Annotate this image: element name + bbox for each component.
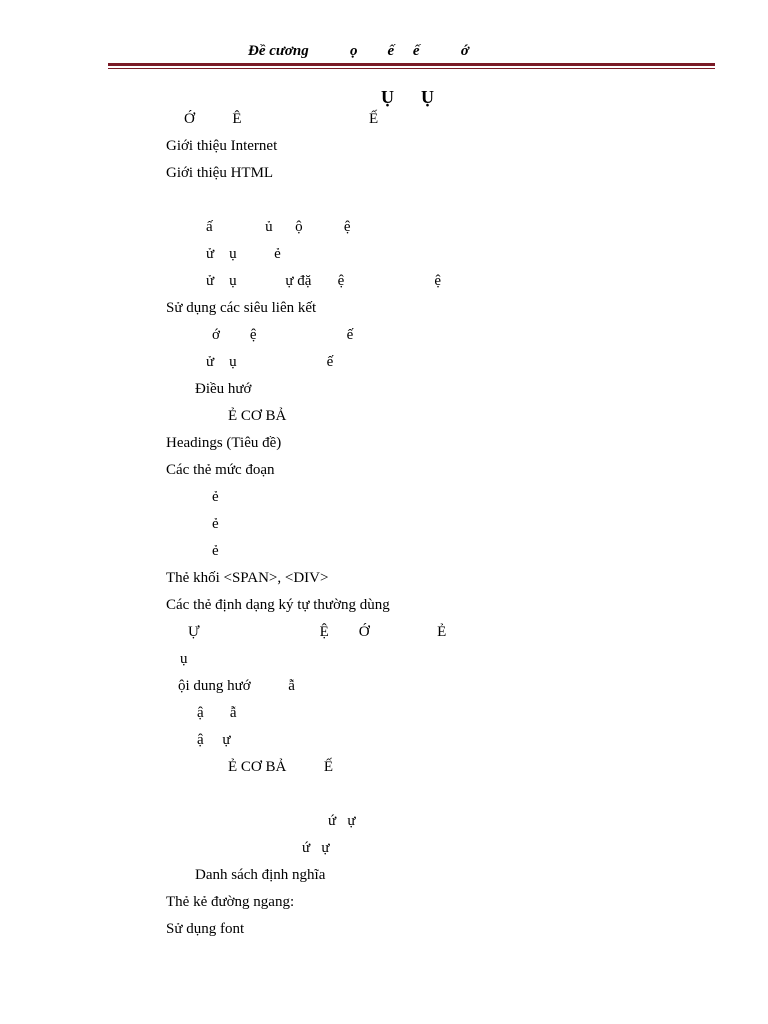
toc-line: ử ụ ẻ — [206, 246, 281, 262]
toc-line: Giới thiệu HTML — [166, 165, 274, 181]
toc-line: Headings (Tiêu đề) — [166, 435, 282, 451]
toc-line: Sử dụng các siêu liên kết — [166, 300, 317, 316]
toc-line: ử ụ ế — [206, 354, 334, 370]
header-divider-thin — [108, 68, 715, 69]
toc-line: ẻ — [212, 516, 219, 532]
toc-line: Các thẻ định dạng ký tự thường dùng — [166, 597, 390, 613]
toc-chapter-heading: Ớ Ê Ế — [184, 111, 379, 127]
toc-line: ấ ủ ộ ệ — [206, 219, 351, 235]
toc-line: Giới thiệu Internet — [166, 138, 278, 154]
toc-line: Thẻ kẻ đường ngang: — [166, 894, 295, 910]
toc-line: ớ ệ ế — [212, 327, 354, 343]
toc-line: Danh sách định nghĩa — [195, 867, 326, 883]
toc-line: ẻ — [212, 489, 219, 505]
toc-line: Các thẻ mức đoạn — [166, 462, 275, 478]
toc-chapter-heading: Ự Ệ Ớ Ẻ — [188, 624, 447, 640]
toc-line: ội dung hướ ẫ — [178, 678, 295, 694]
toc-line: ụ — [180, 651, 188, 667]
toc-line: ậ ự — [197, 732, 231, 748]
toc-line: ứ ự — [302, 840, 330, 856]
toc-line: ử ụ ự đặ ệ ệ — [206, 273, 441, 289]
toc-line: ẻ — [212, 543, 219, 559]
toc-title: Ụ Ụ — [381, 87, 434, 107]
toc-line: Sử dụng font — [166, 921, 245, 937]
header-divider-thick — [108, 63, 715, 66]
toc-chapter-heading: Ẻ CƠ BẢ — [228, 408, 287, 424]
document-header-title: Đề cương ọ ế ế ớ — [248, 43, 469, 59]
toc-line: ứ ự — [328, 813, 356, 829]
toc-chapter-heading: Ẻ CƠ BẢ Ế — [228, 759, 333, 775]
toc-line: Điều hướ — [195, 381, 252, 397]
toc-line: Thẻ khối <SPAN>, <DIV> — [166, 570, 329, 586]
toc-line: ậ ẫ — [197, 705, 237, 721]
